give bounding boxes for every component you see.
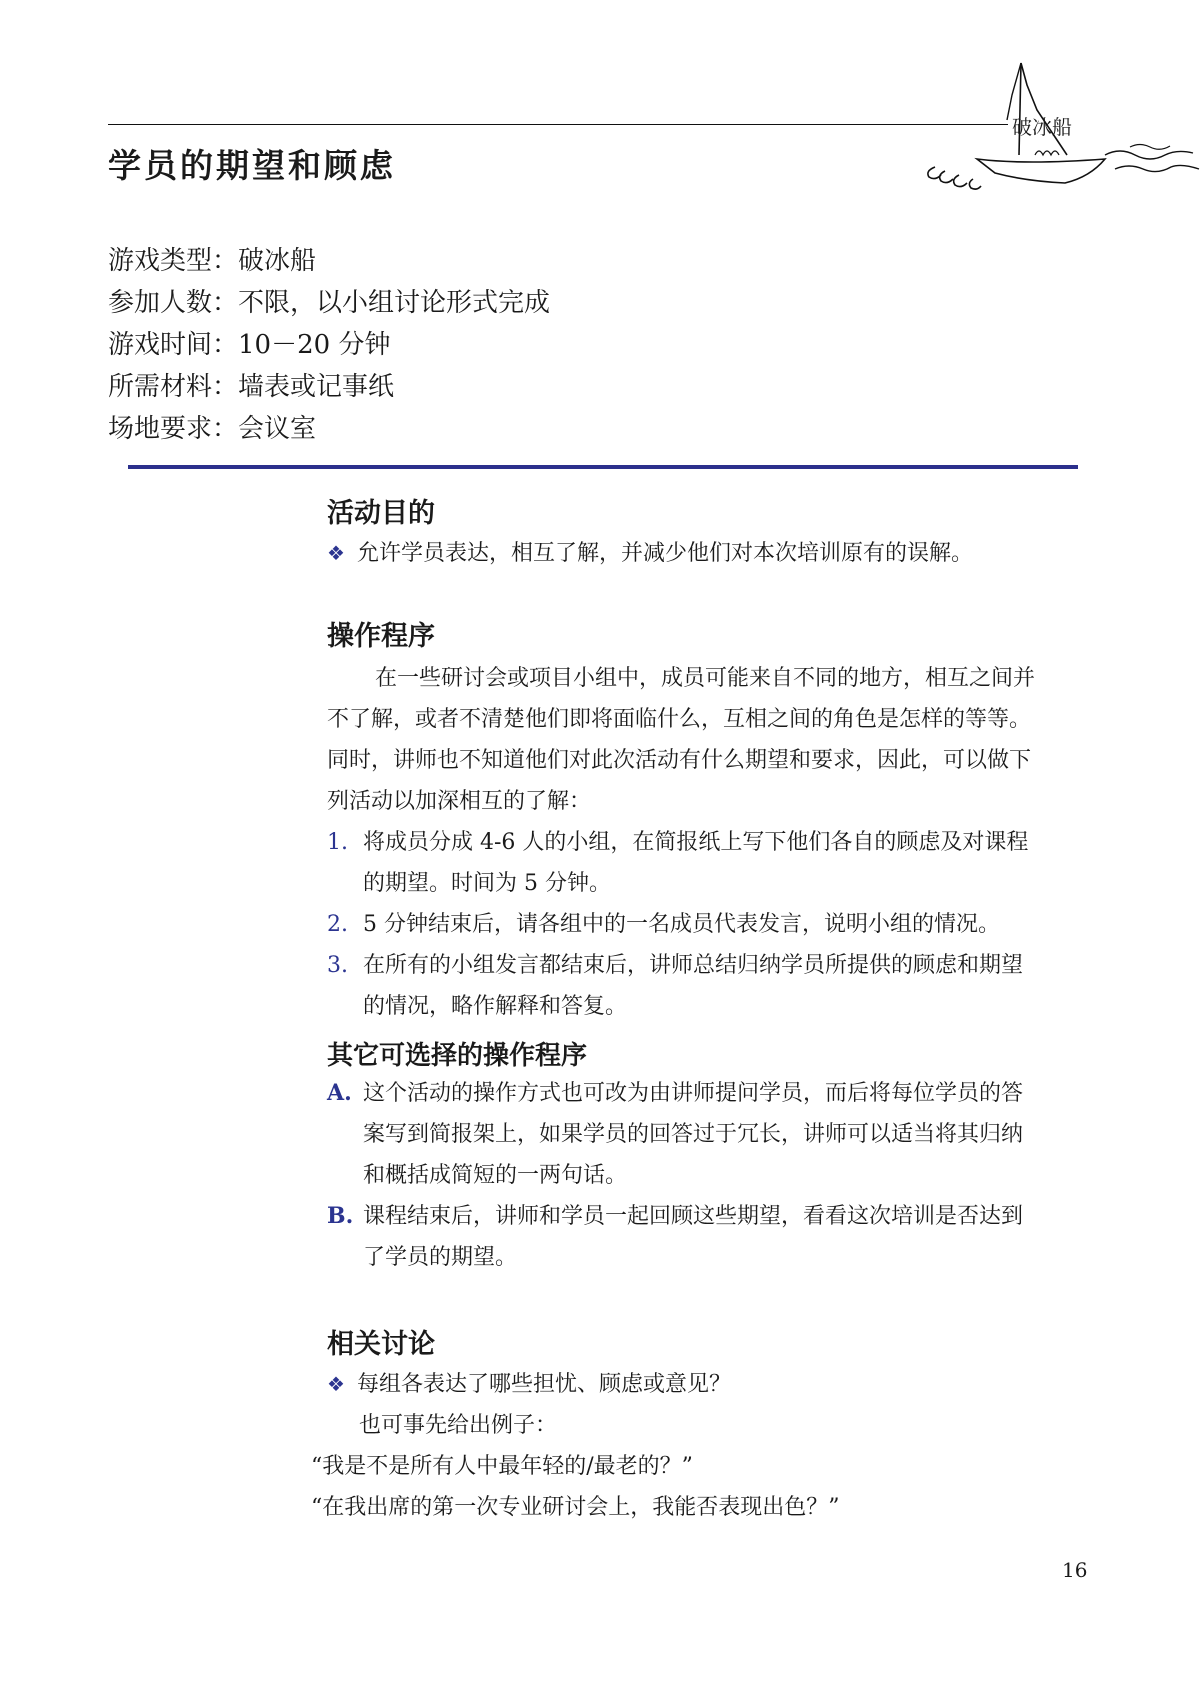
purpose-item	[327, 533, 973, 574]
diamond-bullet-icon: ❖	[327, 1372, 345, 1396]
info-label: 场地要求：	[108, 414, 239, 444]
info-venue	[108, 408, 550, 450]
info-label: 游戏类型：	[108, 246, 239, 276]
discussion-block	[311, 1364, 840, 1528]
discussion-note: 也可事先给出例子：	[359, 1413, 558, 1438]
step-number: 3.	[327, 953, 348, 978]
intro-line: 同时，讲师也不知道他们对此次活动有什么期望和要求，因此，可以做下	[327, 748, 1032, 773]
info-label: 游戏时间：	[108, 330, 239, 360]
section-title-purpose: 活动目的	[327, 498, 435, 529]
info-materials	[108, 366, 550, 408]
section-title-alternatives: 其它可选择的操作程序	[327, 1041, 588, 1071]
intro-line: 不了解，或者不清楚他们即将面临什么，互相之间的角色是怎样的等等。	[327, 707, 1032, 732]
step-text: 的期望。时间为 5 分钟。	[363, 871, 611, 896]
discussion-example: “我是不是所有人中最年轻的/最老的？”	[311, 1454, 693, 1479]
info-label: 所需材料：	[108, 372, 239, 402]
alt-text: 了学员的期望。	[363, 1245, 518, 1270]
discussion-item	[327, 1364, 840, 1405]
intro-line: 列活动以加深相互的了解：	[327, 789, 592, 814]
discussion-example: “在我出席的第一次专业研讨会上，我能否表现出色？”	[311, 1495, 840, 1520]
page-title: 学员的期望和顾虑	[108, 146, 396, 185]
step-item	[327, 945, 1035, 986]
purpose-text: 允许学员表达，相互了解，并减少他们对本次培训原有的误解。	[357, 541, 974, 566]
game-info	[108, 240, 550, 450]
step-text: 5 分钟结束后，请各组中的一名成员代表发言，说明小组的情况。	[363, 912, 1000, 937]
info-value: 10－20 分钟	[238, 330, 391, 360]
step-number: 1.	[327, 830, 348, 855]
procedure-intro	[327, 658, 1035, 1027]
step-text: 的情况，略作解释和答复。	[363, 994, 628, 1019]
intro-line: 在一些研讨会或项目小组中，成员可能来自不同的地方，相互之间并	[375, 666, 1036, 691]
page-number: 16	[1062, 1558, 1088, 1582]
alt-letter: A.	[327, 1080, 352, 1106]
header-rule	[108, 124, 1008, 125]
section-title-procedure: 操作程序	[327, 621, 435, 652]
alt-item	[327, 1196, 1023, 1237]
alt-text: 这个活动的操作方式也可改为由讲师提问学员，而后将每位学员的答	[363, 1081, 1024, 1106]
alt-text: 案写到简报架上，如果学员的回答过于冗长，讲师可以适当将其归纳	[363, 1122, 1024, 1147]
discussion-text: 每组各表达了哪些担忧、顾虑或意见？	[357, 1372, 732, 1397]
info-value: 墙表或记事纸	[238, 372, 395, 402]
section-divider	[128, 465, 1078, 469]
info-type	[108, 240, 550, 282]
diamond-bullet-icon: ❖	[327, 541, 345, 565]
alternatives-list	[327, 1073, 1023, 1278]
step-item	[327, 904, 1035, 945]
icebreaker-boat-logo	[915, 55, 1200, 200]
alt-text: 课程结束后，讲师和学员一起回顾这些期望，看看这次培训是否达到	[363, 1204, 1024, 1229]
info-value: 不限，以小组讨论形式完成	[238, 288, 551, 318]
alt-text: 和概括成简短的一两句话。	[363, 1163, 628, 1188]
info-participants	[108, 282, 550, 324]
info-label: 参加人数：	[108, 288, 239, 318]
alt-letter: B.	[327, 1203, 354, 1229]
section-title-discussion: 相关讨论	[327, 1329, 435, 1360]
logo-label: 破冰船	[1012, 115, 1072, 139]
alt-item	[327, 1073, 1023, 1114]
step-text: 在所有的小组发言都结束后，讲师总结归纳学员所提供的顾虑和期望	[363, 953, 1024, 978]
step-number: 2.	[327, 912, 348, 937]
info-value: 会议室	[238, 414, 317, 444]
info-time	[108, 324, 550, 366]
step-item	[327, 822, 1035, 863]
step-text: 将成员分成 4-6 人的小组，在简报纸上写下他们各自的顾虑及对课程	[363, 830, 1029, 855]
info-value: 破冰船	[238, 246, 317, 276]
